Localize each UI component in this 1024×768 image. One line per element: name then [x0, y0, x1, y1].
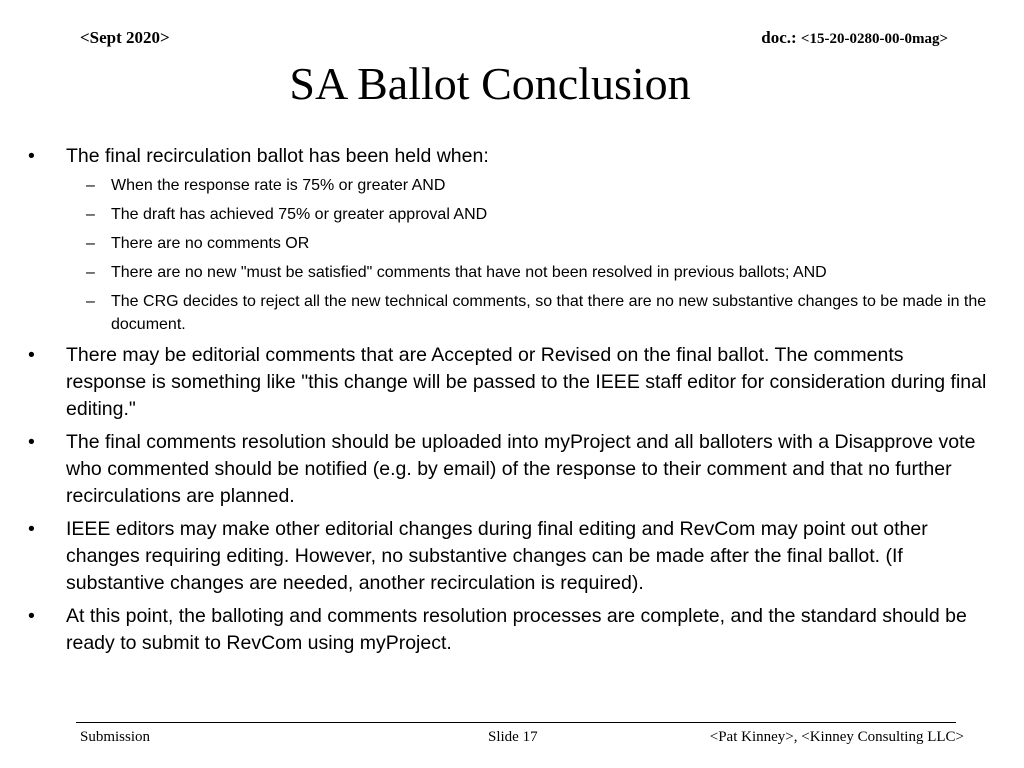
- bullet-text: IEEE editors may make other editorial changes during final editing and RevCom may point out other changes requiring editing. However, no substantive changes can be made after the final ballot. (If substantive changes are needed, another recirculation is required).: [66, 518, 928, 594]
- dash-icon: –: [86, 206, 95, 223]
- sub-bullet-list: [66, 174, 988, 336]
- bullet-icon: •: [28, 344, 35, 366]
- bullet-icon: •: [28, 518, 35, 540]
- footer-slide-number: Slide 17: [488, 729, 538, 745]
- footer-divider: [76, 722, 956, 723]
- sub-bullet-text: When the response rate is 75% or greater AND: [111, 177, 446, 194]
- bullet-item: [28, 342, 988, 423]
- header-doc-id: [761, 28, 948, 48]
- dash-icon: –: [86, 177, 95, 194]
- footer-author: <Pat Kinney>, <Kinney Consulting LLC>: [709, 729, 964, 745]
- bullet-item: [28, 429, 988, 510]
- sub-bullet-text: The CRG decides to reject all the new technical comments, so that there are no new substantive changes to be made in the document.: [111, 293, 987, 333]
- sub-bullet-item: [66, 290, 988, 336]
- sub-bullet-text: There are no new "must be satisfied" comments that have not been resolved in previous ballots; AND: [111, 264, 827, 281]
- sub-bullet-item: [66, 203, 988, 226]
- slide-body: [28, 143, 988, 663]
- header-doc-number: <15-20-0280-00-0mag>: [800, 31, 948, 47]
- sub-bullet-item: [66, 174, 988, 197]
- bullet-item: [28, 516, 988, 597]
- bullet-icon: •: [28, 605, 35, 627]
- sub-bullet-item: [66, 261, 988, 284]
- sub-bullet-text: The draft has achieved 75% or greater approval AND: [111, 206, 488, 223]
- dash-icon: –: [86, 264, 95, 281]
- dash-icon: –: [86, 235, 95, 252]
- footer-submission: Submission: [80, 729, 151, 745]
- bullet-text: At this point, the balloting and comments resolution processes are complete, and the standard should be ready to submit to RevCom using myProject.: [66, 605, 967, 654]
- sub-bullet-item: [66, 232, 988, 255]
- bullet-item: [28, 143, 988, 336]
- bullet-icon: •: [28, 431, 35, 453]
- bullet-text: The final comments resolution should be uploaded into myProject and all balloters with a Disapprove vote who commented should be notified (e.g. by email) of the response to their comment and that no further recirculations are planned.: [66, 431, 976, 507]
- bullet-text: The final recirculation ballot has been held when:: [66, 145, 489, 167]
- dash-icon: –: [86, 293, 95, 310]
- slide-title: SA Ballot Conclusion: [289, 58, 691, 109]
- header-date: <Sept 2020>: [80, 28, 170, 47]
- bullet-text: There may be editorial comments that are Accepted or Revised on the final ballot. The comments response is something like "this change will be passed to the IEEE staff editor for consideration during final editing.": [66, 344, 987, 420]
- bullet-icon: •: [28, 145, 35, 167]
- header-doc-label: doc.:: [761, 28, 797, 47]
- sub-bullet-text: There are no comments OR: [111, 235, 310, 252]
- bullet-item: [28, 603, 988, 657]
